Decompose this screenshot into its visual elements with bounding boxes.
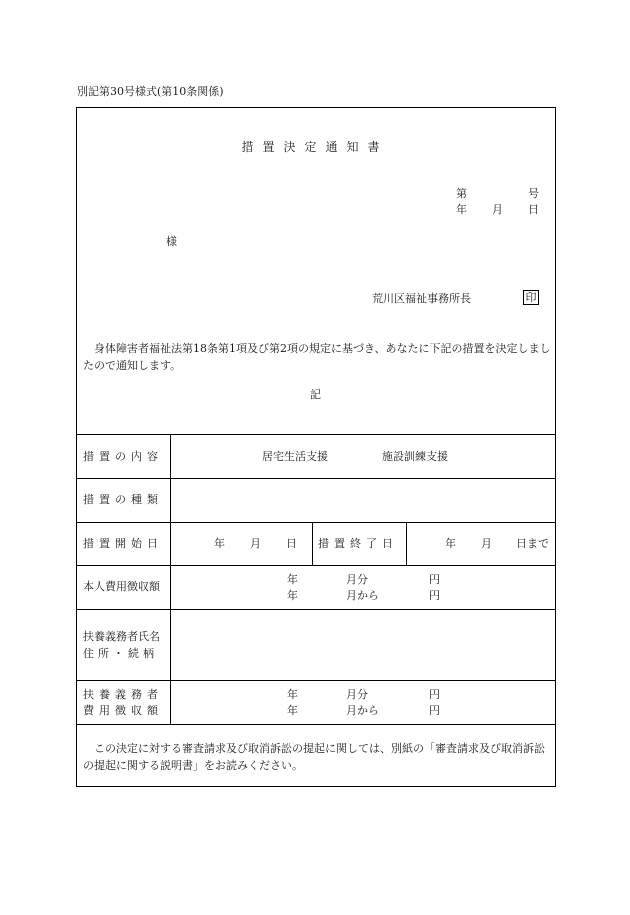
row-divider [76, 565, 556, 566]
personal-fee-label: 本人費用徴収額 [83, 580, 160, 593]
supporter-address-label: 住所・続柄 [83, 647, 158, 660]
form-label: 別記第30号様式(第10条関係) [77, 85, 224, 98]
sfee-month: 月分 [346, 688, 368, 701]
seal-mark: 印 [523, 290, 539, 305]
fee-month: 月分 [346, 573, 368, 586]
fee-month: 月から [346, 589, 379, 602]
sfee-yen: 円 [429, 704, 440, 717]
sfee-month: 月から [346, 704, 379, 717]
sfee-yen: 円 [429, 688, 440, 701]
label-column-divider [170, 434, 171, 724]
ki-mark: 記 [310, 388, 321, 401]
sfee-year: 年 [287, 704, 298, 717]
table-top-rule [76, 434, 556, 435]
supporter-name-label: 扶養義務者氏名 [83, 630, 160, 643]
date-column-divider [312, 522, 313, 565]
content-label: 措置の内容 [83, 450, 163, 463]
document-title: 措置決定通知書 [241, 140, 389, 154]
fee-year: 年 [287, 573, 298, 586]
table-bottom-rule [76, 724, 556, 725]
doc-number-suffix: 号 [528, 187, 539, 200]
supporter-fee-label-2: 費用徴収額 [83, 704, 163, 717]
issuer-name: 荒川区福祉事務所長 [372, 292, 471, 305]
date-month: 月 [492, 203, 503, 216]
end-day: 日まで [516, 537, 549, 550]
type-label: 措置の種類 [83, 493, 163, 506]
addressee-suffix: 様 [166, 235, 177, 248]
start-year: 年 [214, 537, 225, 550]
sfee-year: 年 [287, 688, 298, 701]
row-divider [76, 609, 556, 610]
fee-yen: 円 [429, 573, 440, 586]
notice-paragraph: 身体障害者福祉法第18条第1項及び第2項の規定に基づき、あなたに下記の措置を決定しましたので通知します。 [83, 342, 551, 372]
end-month: 月 [481, 537, 492, 550]
end-date-label: 措置終了日 [318, 537, 398, 550]
end-year: 年 [445, 537, 456, 550]
start-date-label: 措置開始日 [83, 537, 163, 550]
supporter-fee-label-1: 扶養義務者 [83, 688, 163, 701]
row-divider [76, 680, 556, 681]
fee-year: 年 [287, 589, 298, 602]
fee-yen: 円 [429, 589, 440, 602]
start-month: 月 [250, 537, 261, 550]
doc-number-prefix: 第 [456, 187, 467, 200]
row-divider [76, 478, 556, 479]
content-option-home-support: 居宅生活支援 [262, 450, 328, 463]
date-column-divider [406, 522, 407, 565]
content-option-facility-training: 施設訓練支援 [382, 450, 448, 463]
date-day: 日 [528, 203, 539, 216]
row-divider [76, 522, 556, 523]
date-year: 年 [456, 203, 467, 216]
appeal-notice: この決定に対する審査請求及び取消訴訟の提起に関しては、別紙の「審査請求及び取消訴訟の提起に関する説明書」をお読みください。 [83, 742, 545, 772]
form-frame [76, 107, 556, 787]
start-day: 日 [286, 537, 297, 550]
